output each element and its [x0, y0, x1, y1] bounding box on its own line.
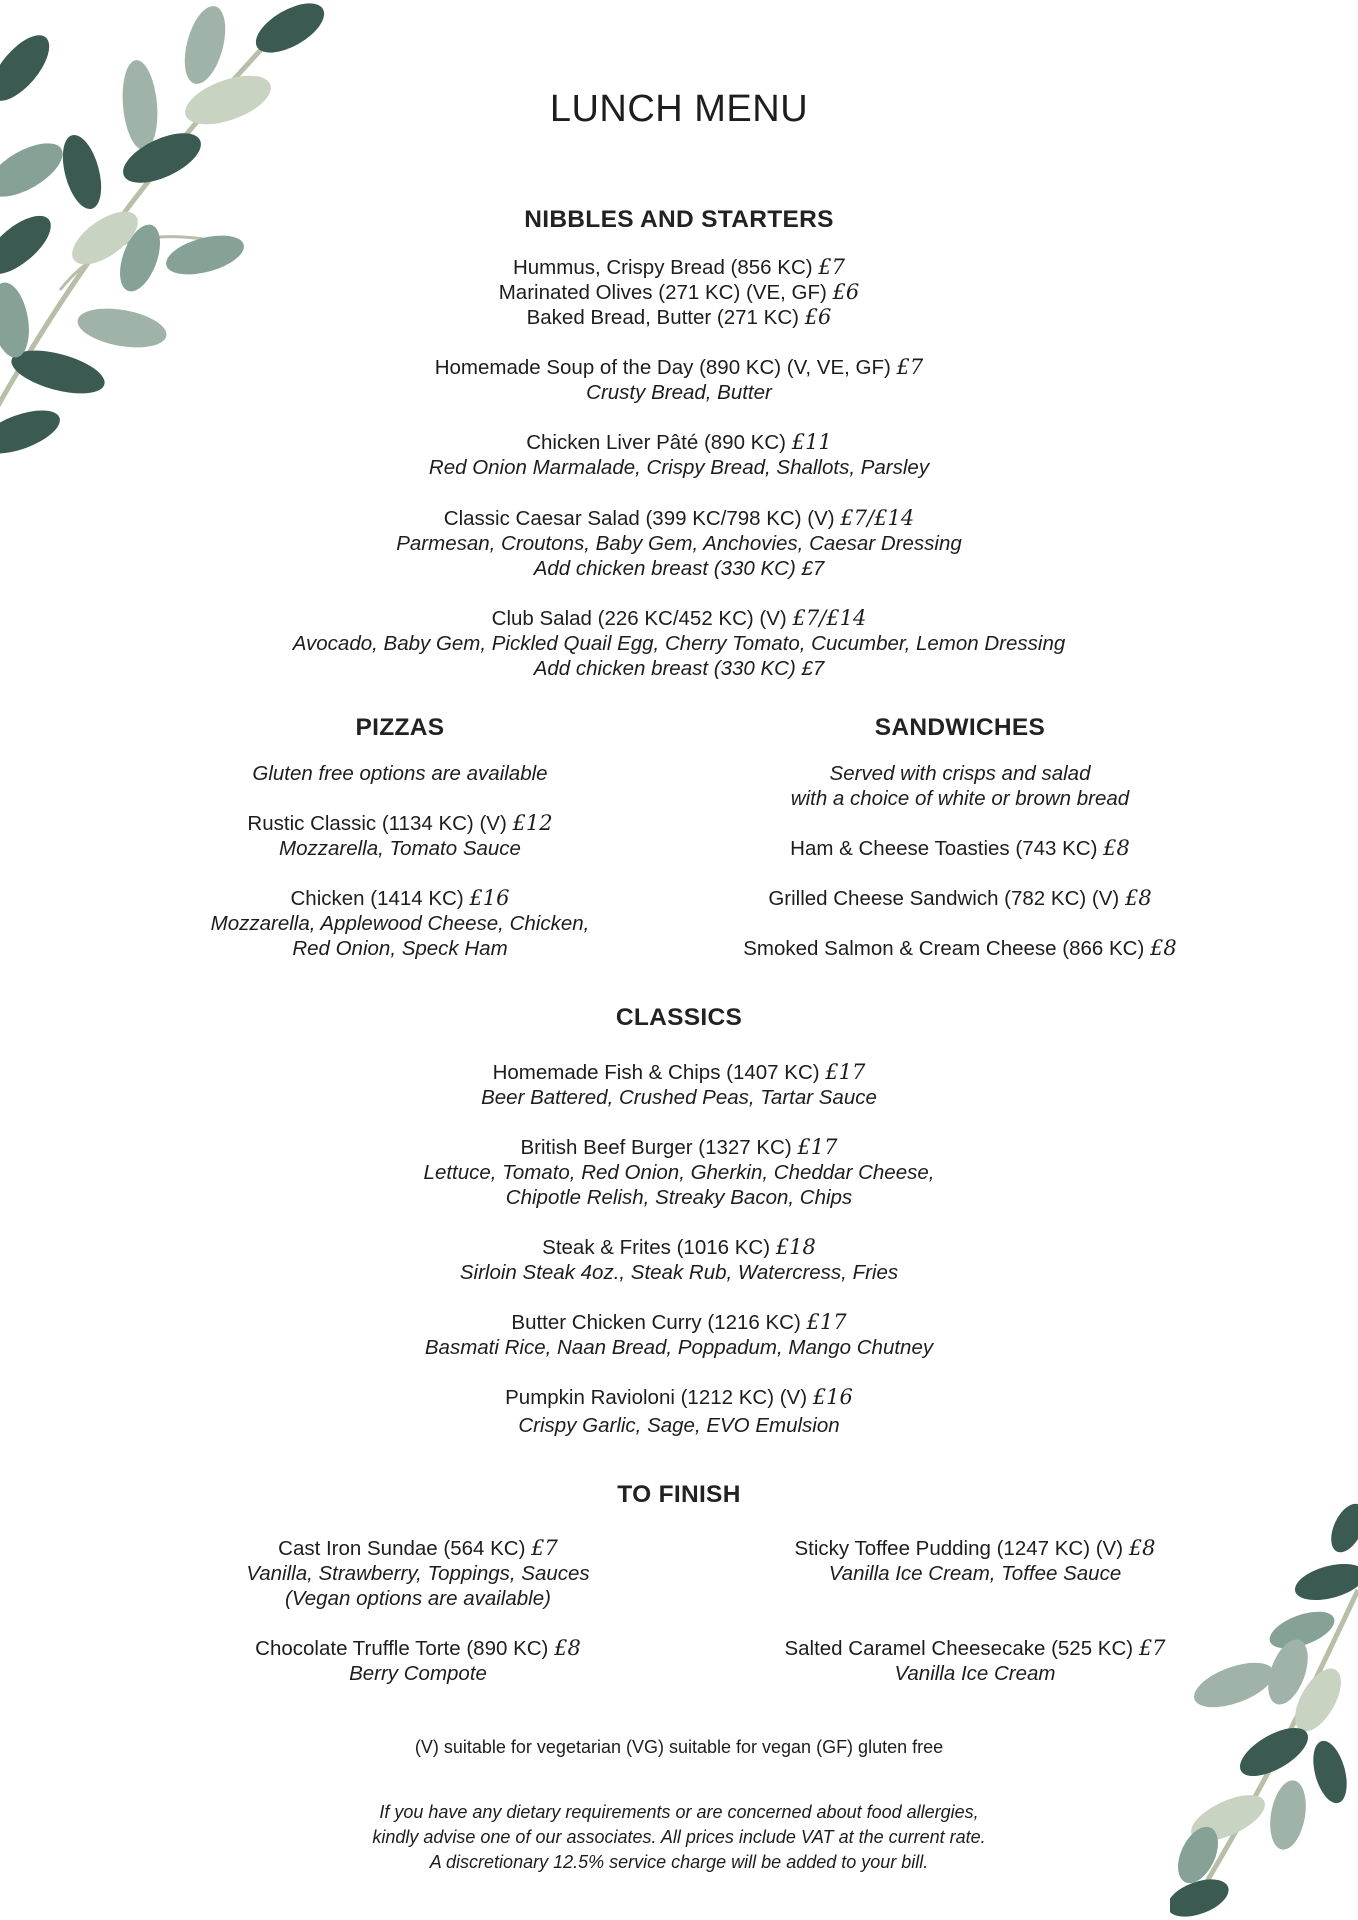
item-price: £17 [797, 1135, 838, 1159]
section-heading-to-finish: TO FINISH [617, 1481, 741, 1508]
item-name: Steak & Frites (1016 KC) [542, 1236, 771, 1259]
menu-item-sundae [168, 1536, 668, 1611]
menu-item-butter-chicken [0, 1310, 1358, 1360]
item-description: Vanilla, Strawberry, Toppings, Sauces [246, 1562, 590, 1585]
menu-item-soup [0, 355, 1358, 405]
menu-item-steak-frites [0, 1235, 1358, 1285]
item-description: Crispy Garlic, Sage, EVO Emulsion [518, 1414, 840, 1437]
item-price: £7 [818, 255, 846, 279]
item-name: Butter Chicken Curry (1216 KC) [511, 1311, 801, 1334]
item-name: Ham & Cheese Toasties (743 KC) [790, 837, 1098, 860]
item-name: Cast Iron Sundae (564 KC) [278, 1537, 526, 1560]
item-price: £7/£14 [840, 506, 915, 530]
item-description: Berry Compote [349, 1662, 487, 1685]
item-price: £18 [775, 1235, 816, 1259]
menu-item-ham-cheese-toasties [710, 836, 1210, 861]
menu-item-pumpkin-ravioloni [0, 1385, 1358, 1438]
item-price: £12 [512, 811, 553, 835]
item-description: Mozzarella, Applewood Cheese, Chicken, [210, 912, 590, 935]
item-name: Club Salad (226 KC/452 KC) (V) [491, 607, 787, 630]
item-description: Mozzarella, Tomato Sauce [279, 837, 521, 860]
item-name: Salted Caramel Cheesecake (525 KC) [784, 1637, 1134, 1660]
item-price: £8 [1150, 936, 1177, 960]
disclaimer-line: A discretionary 12.5% service charge will be added to your bill. [429, 1852, 929, 1872]
item-price: £16 [812, 1385, 853, 1409]
item-description: Vanilla Ice Cream, Toffee Sauce [828, 1562, 1122, 1585]
section-heading-pizzas: PIZZAS [355, 714, 445, 741]
note-text: with a choice of white or brown bread [790, 787, 1130, 810]
item-name: Homemade Fish & Chips (1407 KC) [492, 1061, 820, 1084]
item-price: £7/£14 [792, 606, 867, 630]
disclaimer-line: If you have any dietary requirements or are concerned about food allergies, [379, 1802, 979, 1822]
allergy-disclaimer [0, 1800, 1358, 1875]
section-heading-nibbles: NIBBLES AND STARTERS [524, 206, 834, 233]
section-heading-classics: CLASSICS [615, 1004, 743, 1031]
menu-title: LUNCH MENU [549, 88, 809, 130]
item-name: Grilled Cheese Sandwich (782 KC) (V) [768, 887, 1120, 910]
menu-item-caramel-cheesecake [725, 1636, 1225, 1686]
menu-item-hummus [0, 255, 1358, 330]
item-price: £8 [1124, 886, 1152, 910]
item-description: Lettuce, Tomato, Red Onion, Gherkin, Cheddar Cheese, [423, 1161, 935, 1184]
item-price: £6 [804, 305, 832, 329]
item-addon: Add chicken breast (330 KC) £7 [533, 557, 825, 580]
menu-item-smoked-salmon [710, 936, 1210, 961]
menu-item-chicken-pizza [150, 886, 650, 961]
item-price: £16 [469, 886, 510, 910]
menu-item-pate [0, 430, 1358, 480]
pizzas-note [150, 761, 650, 786]
item-description: Sirloin Steak 4oz., Steak Rub, Watercress, Fries [459, 1261, 899, 1284]
menu-item-rustic-classic [150, 811, 650, 861]
sandwiches-note [710, 761, 1210, 811]
item-name: Marinated Olives (271 KC) (VE, GF) [498, 281, 827, 304]
menu-item-truffle-torte [168, 1636, 668, 1686]
item-price: £6 [832, 280, 860, 304]
item-price: £7 [1138, 1636, 1166, 1660]
item-description: Avocado, Baby Gem, Pickled Quail Egg, Cherry Tomato, Cucumber, Lemon Dressing [292, 632, 1066, 655]
item-name: Classic Caesar Salad (399 KC/798 KC) (V) [443, 507, 835, 530]
menu-item-club-salad [0, 606, 1358, 681]
item-price: £17 [806, 1310, 847, 1334]
menu-item-grilled-cheese [710, 886, 1210, 911]
menu-item-caesar-salad [0, 506, 1358, 581]
item-name: Homemade Soup of the Day (890 KC) (V, VE, GF) [434, 356, 891, 379]
menu-item-fish-chips [0, 1060, 1358, 1110]
item-price: £8 [1103, 836, 1130, 860]
item-price: £11 [791, 430, 832, 454]
item-description: Red Onion Marmalade, Crispy Bread, Shallots, Parsley [428, 456, 930, 479]
item-name: Chocolate Truffle Torte (890 KC) [255, 1637, 549, 1660]
item-price: £8 [1128, 1536, 1156, 1560]
item-description: Beer Battered, Crushed Peas, Tartar Sauce [481, 1086, 877, 1109]
dietary-legend: (V) suitable for vegetarian (VG) suitable for vegan (GF) gluten free [414, 1737, 944, 1757]
item-description: (Vegan options are available) [285, 1587, 551, 1610]
item-description: Basmati Rice, Naan Bread, Poppadum, Mango Chutney [424, 1336, 934, 1359]
item-addon: Add chicken breast (330 KC) £7 [533, 657, 825, 680]
item-price: £7 [896, 355, 924, 379]
item-name: British Beef Burger (1327 KC) [520, 1136, 792, 1159]
item-description: Vanilla Ice Cream [894, 1662, 1056, 1685]
item-name: Hummus, Crispy Bread (856 KC) [512, 256, 813, 279]
item-price: £17 [825, 1060, 866, 1084]
item-name: Pumpkin Ravioloni (1212 KC) (V) [505, 1386, 808, 1409]
item-name: Chicken Liver Pâté (890 KC) [526, 431, 786, 454]
item-name: Smoked Salmon & Cream Cheese (866 KC) [743, 937, 1145, 960]
note-text: Served with crisps and salad [829, 762, 1091, 785]
item-name: Rustic Classic (1134 KC) (V) [247, 812, 507, 835]
item-price: £8 [554, 1636, 581, 1660]
item-name: Chicken (1414 KC) [290, 887, 464, 910]
item-description: Parmesan, Croutons, Baby Gem, Anchovies, Caesar Dressing [396, 532, 962, 555]
item-name: Sticky Toffee Pudding (1247 KC) (V) [794, 1537, 1124, 1560]
item-description: Chipotle Relish, Streaky Bacon, Chips [505, 1186, 853, 1209]
note-text: Gluten free options are available [252, 762, 548, 785]
item-description: Crusty Bread, Butter [586, 381, 772, 404]
item-price: £7 [531, 1536, 558, 1560]
menu-item-beef-burger [0, 1135, 1358, 1210]
item-name: Baked Bread, Butter (271 KC) [526, 306, 799, 329]
disclaimer-line: kindly advise one of our associates. All prices include VAT at the current rate. [372, 1827, 986, 1847]
section-heading-sandwiches: SANDWICHES [874, 714, 1046, 741]
item-description: Red Onion, Speck Ham [292, 937, 508, 960]
menu-item-sticky-toffee [725, 1536, 1225, 1586]
